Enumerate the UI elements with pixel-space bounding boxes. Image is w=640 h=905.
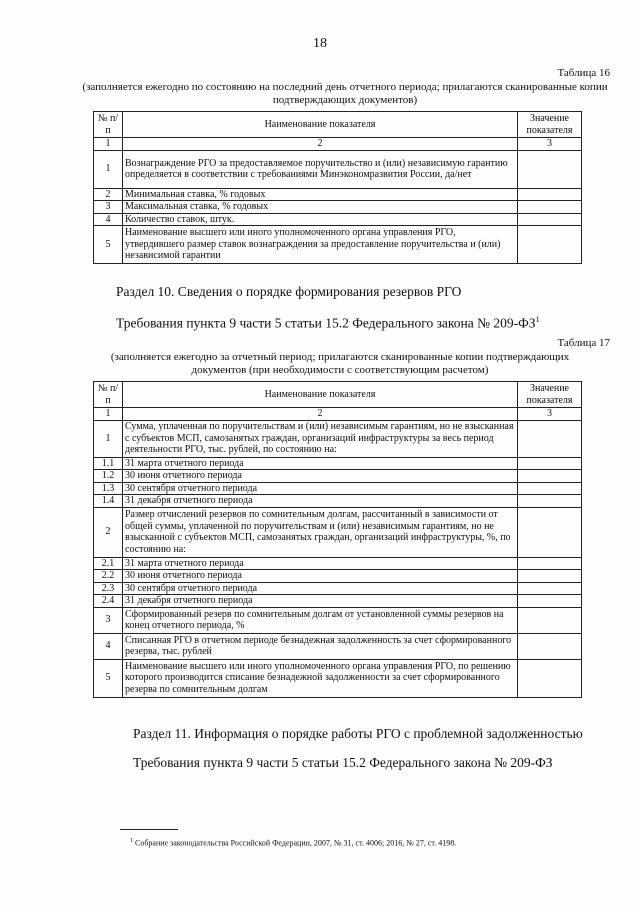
table16-head-value: Значение показателя xyxy=(518,112,582,138)
row-number: 4 xyxy=(94,213,123,226)
row-text: Максимальная ставка, % годовых xyxy=(123,201,518,214)
row-text: Списанная РГО в отчетном периоде безнадежная задолженность за счет сформированного резерва, тыс. рублей xyxy=(123,633,518,659)
table17-note-line1: (заполняется ежегодно за отчетный период; прилагаются сканированные копии подтверждающих xyxy=(110,351,570,363)
table17-colnums xyxy=(94,408,582,421)
table17-label: Таблица 17 xyxy=(557,337,610,349)
row-text: Размер отчислений резервов по сомнительным долгам, рассчитанный в зависимости от общей суммы, уплаченной по поручительствам и (или) независимым гарантиям, но не взысканной с субъектов МСП, самозанятых граждан, организаций инфраструктуры, %, по состоянию на: xyxy=(123,507,518,557)
row-text: Наименование высшего или иного уполномоченного органа управления РГО, по решению которого производится списание безнадежной задолженности за счет сформированного резерва по сомнительным долгам xyxy=(123,659,518,697)
section11-requirement: Требования пункта 9 части 5 статьи 15.2 Федерального закона № 209-ФЗ xyxy=(133,755,553,770)
row-value xyxy=(518,507,582,557)
table16-note xyxy=(80,81,610,107)
colnum: 3 xyxy=(518,138,582,151)
row-text: Сформированный резерв по сомнительным долгам от установленной суммы резервов на конец отчетного периода, % xyxy=(123,607,518,633)
table17-header xyxy=(94,382,582,408)
section10-requirement xyxy=(116,315,540,332)
table16-colnums xyxy=(94,138,582,151)
table-row xyxy=(94,470,582,483)
footnote-mark: 1 xyxy=(130,838,133,844)
colnum: 2 xyxy=(123,408,518,421)
table17-note xyxy=(80,351,600,377)
table-row xyxy=(94,150,582,188)
row-number: 1 xyxy=(94,150,123,188)
table16-note-line2: подтверждающих документов) xyxy=(272,94,418,106)
row-value xyxy=(518,482,582,495)
colnum: 1 xyxy=(94,138,123,151)
row-value xyxy=(518,633,582,659)
table-row xyxy=(94,482,582,495)
row-number: 2.2 xyxy=(94,570,123,583)
row-number: 3 xyxy=(94,607,123,633)
table-row xyxy=(94,507,582,557)
row-number: 1.1 xyxy=(94,457,123,470)
row-value xyxy=(518,213,582,226)
row-value xyxy=(518,226,582,264)
row-text: 30 сентября отчетного периода xyxy=(123,482,518,495)
row-value xyxy=(518,150,582,188)
page-number: 18 xyxy=(313,36,327,51)
table16-label: Таблица 16 xyxy=(557,67,610,79)
row-text: Минимальная ставка, % годовых xyxy=(123,188,518,201)
row-text: 31 марта отчетного периода xyxy=(123,557,518,570)
table16-head-name: Наименование показателя xyxy=(123,112,518,138)
table-row xyxy=(94,570,582,583)
row-text: 30 сентября отчетного периода xyxy=(123,582,518,595)
table-row xyxy=(94,457,582,470)
row-value xyxy=(518,188,582,201)
table-row xyxy=(94,659,582,697)
section10-title: Раздел 10. Сведения о порядке формирования резервов РГО xyxy=(116,284,462,299)
row-text: 30 июня отчетного периода xyxy=(123,570,518,583)
row-value xyxy=(518,457,582,470)
row-number: 4 xyxy=(94,633,123,659)
table-row xyxy=(94,607,582,633)
row-number: 1.2 xyxy=(94,470,123,483)
row-value xyxy=(518,607,582,633)
row-value xyxy=(518,557,582,570)
row-number: 2.1 xyxy=(94,557,123,570)
row-text: 30 июня отчетного периода xyxy=(123,470,518,483)
row-value xyxy=(518,570,582,583)
row-text: Вознаграждение РГО за предоставляемое поручительство и (или) независимую гарантию определяется в соответствии с требованиями Минэкономразвития России, да/нет xyxy=(123,150,518,188)
row-number: 1 xyxy=(94,420,123,457)
table-row xyxy=(94,495,582,508)
row-number: 3 xyxy=(94,201,123,214)
row-number: 1.3 xyxy=(94,482,123,495)
row-value xyxy=(518,595,582,608)
table16-note-line1: (заполняется ежегодно по состоянию на последний день отчетного периода; прилагаются сканированные копии xyxy=(82,81,608,93)
table-row xyxy=(94,582,582,595)
table17-head-num: № п/п xyxy=(94,382,123,408)
row-number: 5 xyxy=(94,659,123,697)
table-row xyxy=(94,201,582,214)
row-value xyxy=(518,659,582,697)
table-row xyxy=(94,633,582,659)
table17 xyxy=(93,381,582,698)
table-row xyxy=(94,226,582,264)
row-number: 2.3 xyxy=(94,582,123,595)
row-number: 5 xyxy=(94,226,123,264)
footnote xyxy=(130,838,456,848)
table-row xyxy=(94,557,582,570)
row-value xyxy=(518,420,582,457)
table-row xyxy=(94,420,582,457)
row-text: 31 декабря отчетного периода xyxy=(123,595,518,608)
table17-note-line2: документов (при необходимости с соответствующим расчетом) xyxy=(191,364,489,376)
row-text: Сумма, уплаченная по поручительствам и (или) независимым гарантиям, но не взысканная с субъектов МСП, самозанятых граждан, организаций инфраструктуры за весь период деятельности РГО, тыс. рублей, по состоянию на: xyxy=(123,420,518,457)
table-row xyxy=(94,188,582,201)
colnum: 1 xyxy=(94,408,123,421)
section11-title: Раздел 11. Информация о порядке работы РГО с проблемной задолженностью xyxy=(133,726,583,741)
footnote-text: Собрание законодательства Российской Федерации, 2007, № 31, ст. 4006; 2016, № 27, ст. 4198. xyxy=(135,838,457,848)
colnum: 2 xyxy=(123,138,518,151)
footnote-ref: 1 xyxy=(535,315,540,324)
row-number: 2 xyxy=(94,507,123,557)
table16-header xyxy=(94,112,582,138)
section10-requirement-text: Требования пункта 9 части 5 статьи 15.2 Федерального закона № 209-ФЗ xyxy=(116,315,536,331)
row-number: 2 xyxy=(94,188,123,201)
row-value xyxy=(518,201,582,214)
table17-head-value: Значение показателя xyxy=(518,382,582,408)
table-row xyxy=(94,595,582,608)
row-number: 2.4 xyxy=(94,595,123,608)
row-text: 31 марта отчетного периода xyxy=(123,457,518,470)
table-row xyxy=(94,213,582,226)
row-number: 1.4 xyxy=(94,495,123,508)
table16-head-num: № п/п xyxy=(94,112,123,138)
table17-head-name: Наименование показателя xyxy=(123,382,518,408)
colnum: 3 xyxy=(518,408,582,421)
row-value xyxy=(518,495,582,508)
row-text: Количество ставок, штук. xyxy=(123,213,518,226)
row-text: 31 декабря отчетного периода xyxy=(123,495,518,508)
footnote-divider xyxy=(120,829,178,830)
row-value xyxy=(518,582,582,595)
row-value xyxy=(518,470,582,483)
row-text: Наименование высшего или иного уполномоченного органа управления РГО, утвердившего размер ставок вознаграждения за предоставление поручительства и (или) независимой гарантии xyxy=(123,226,518,264)
table16 xyxy=(93,111,582,264)
